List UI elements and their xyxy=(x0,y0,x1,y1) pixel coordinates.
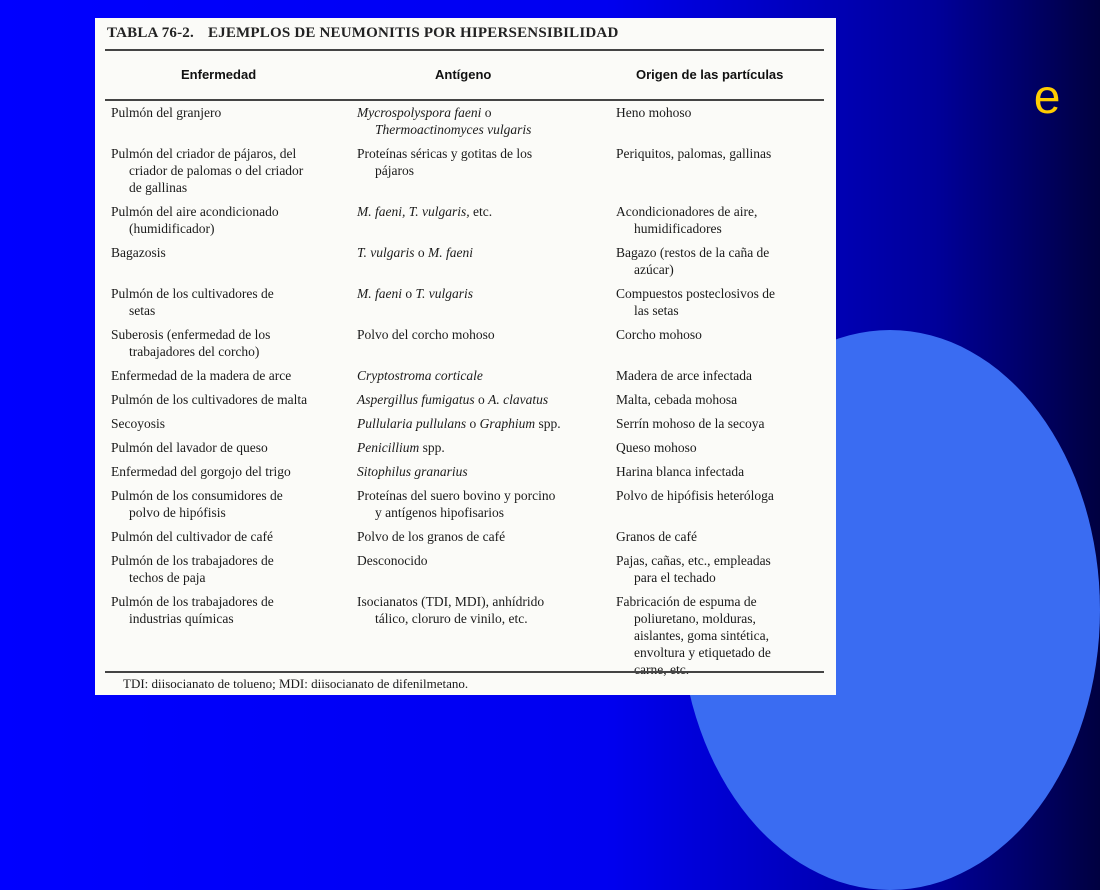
cell-line: las setas xyxy=(634,303,679,318)
cell-line: Pulmón del criador de pájaros, del xyxy=(111,146,297,161)
antigen-cell xyxy=(357,439,613,456)
table-row xyxy=(111,367,821,391)
cell-line: Harina blanca infectada xyxy=(616,464,745,479)
source-cell xyxy=(616,487,826,504)
source-cell xyxy=(616,391,826,408)
antigen-cell xyxy=(357,104,613,138)
cell-line: aislantes, goma sintética, xyxy=(634,628,769,643)
source-cell xyxy=(616,244,826,278)
cell-line: Malta, cebada mohosa xyxy=(616,392,738,407)
table-row xyxy=(111,145,821,203)
source-cell xyxy=(616,145,826,162)
cell-line: Serrín mohoso de la secoya xyxy=(616,416,765,431)
table-row xyxy=(111,244,821,285)
cell-line: Suberosis (enfermedad de los xyxy=(111,327,271,342)
cell-line: Heno mohoso xyxy=(616,105,692,120)
cell-line: Pulmón del lavador de queso xyxy=(111,440,268,455)
cell-line: Periquitos, palomas, gallinas xyxy=(616,146,772,161)
disease-cell xyxy=(111,528,351,545)
source-cell xyxy=(616,203,826,237)
disease-cell xyxy=(111,244,351,261)
cell-line: Pulmón del aire acondicionado xyxy=(111,204,279,219)
antigen-cell xyxy=(357,415,613,432)
cell-line: Granos de café xyxy=(616,529,697,544)
antigen-cell xyxy=(357,244,613,261)
cell-line: Aspergillus fumigatus o A. clavatus xyxy=(357,392,549,407)
table-row xyxy=(111,104,821,145)
table-row xyxy=(111,415,821,439)
table-footnote: TDI: diisocianato de tolueno; MDI: diisocianato de difenilmetano. xyxy=(123,676,469,691)
cell-line: Pulmón de los cultivadores de malta xyxy=(111,392,308,407)
cell-line: Acondicionadores de aire, xyxy=(616,204,758,219)
cell-line: Polvo de los granos de café xyxy=(357,529,506,544)
table-row xyxy=(111,326,821,367)
cell-line: Sitophilus granarius xyxy=(357,464,468,479)
cell-line: poliuretano, molduras, xyxy=(634,611,756,626)
antigen-cell xyxy=(357,391,613,408)
table-row xyxy=(111,391,821,415)
source-cell xyxy=(616,593,826,678)
table-body xyxy=(111,104,821,685)
antigen-cell xyxy=(357,326,613,343)
disease-cell xyxy=(111,145,351,196)
antigen-cell xyxy=(357,552,613,569)
cell-line: azúcar) xyxy=(634,262,674,277)
cell-line: Bagazosis xyxy=(111,245,166,260)
cell-line: Cryptostroma corticale xyxy=(357,368,483,383)
disease-cell xyxy=(111,326,351,360)
cell-line: Desconocido xyxy=(357,553,428,568)
cell-line: pájaros xyxy=(375,163,414,178)
cell-line: Pajas, cañas, etc., empleadas xyxy=(616,553,771,568)
cell-line: industrias químicas xyxy=(129,611,234,626)
header-disease: Enfermedad xyxy=(181,67,257,82)
disease-cell xyxy=(111,552,351,586)
cell-line: Polvo del corcho mohoso xyxy=(357,327,495,342)
antigen-cell xyxy=(357,203,613,220)
disease-cell xyxy=(111,391,351,408)
antigen-cell xyxy=(357,463,613,480)
antigen-cell xyxy=(357,145,613,179)
table-row xyxy=(111,552,821,593)
cell-line: polvo de hipófisis xyxy=(129,505,226,520)
cell-line: Pulmón de los consumidores de xyxy=(111,488,283,503)
table-row xyxy=(111,203,821,244)
cell-line: Mycrospolyspora faeni o xyxy=(357,105,492,120)
source-cell xyxy=(616,463,826,480)
cell-line: Queso mohoso xyxy=(616,440,697,455)
table-row xyxy=(111,528,821,552)
cell-line: Pulmón de los cultivadores de xyxy=(111,286,274,301)
table-image xyxy=(95,18,836,695)
table-row xyxy=(111,439,821,463)
cell-line: M. faeni o T. vulgaris xyxy=(357,286,474,301)
cell-line: Bagazo (restos de la caña de xyxy=(616,245,770,260)
cell-line: Pulmón del cultivador de café xyxy=(111,529,273,544)
disease-cell xyxy=(111,593,351,627)
cell-line: para el techado xyxy=(634,570,716,585)
source-cell xyxy=(616,104,826,121)
disease-cell xyxy=(111,439,351,456)
source-cell xyxy=(616,439,826,456)
disease-cell xyxy=(111,415,351,432)
cell-line: Polvo de hipófisis heteróloga xyxy=(616,488,774,503)
table-bottom-rule xyxy=(105,671,824,673)
cell-line: Enfermedad del gorgojo del trigo xyxy=(111,464,291,479)
cell-line: Corcho mohoso xyxy=(616,327,702,342)
antigen-cell xyxy=(357,367,613,384)
cell-line: Penicillium spp. xyxy=(357,440,445,455)
cell-line: Madera de arce infectada xyxy=(616,368,753,383)
antigen-cell xyxy=(357,487,613,521)
cell-line: criador de palomas o del criador xyxy=(129,163,304,178)
cell-line: (humidificador) xyxy=(129,221,215,236)
cell-line: Compuestos posteclosivos de xyxy=(616,286,775,301)
cell-line: envoltura y etiquetado de xyxy=(634,645,771,660)
cell-line: Pullularia pullulans o Graphium spp. xyxy=(357,416,561,431)
cell-line: Enfermedad de la madera de arce xyxy=(111,368,292,383)
disease-cell xyxy=(111,463,351,480)
cell-line: carne, etc. xyxy=(634,662,690,677)
header-source: Origen de las partículas xyxy=(636,67,784,82)
cell-line: T. vulgaris o M. faeni xyxy=(357,245,474,260)
cell-line: Proteínas del suero bovino y porcino xyxy=(357,488,556,503)
source-cell xyxy=(616,415,826,432)
cell-line: tálico, cloruro de vinilo, etc. xyxy=(375,611,528,626)
table-row xyxy=(111,463,821,487)
cell-line: Proteínas séricas y gotitas de los xyxy=(357,146,533,161)
disease-cell xyxy=(111,367,351,384)
cell-line: Thermoactinomyces vulgaris xyxy=(375,122,532,137)
disease-cell xyxy=(111,203,351,237)
cell-line: techos de paja xyxy=(129,570,206,585)
table-header xyxy=(105,49,824,101)
cell-line: Fabricación de espuma de xyxy=(616,594,757,609)
disease-cell xyxy=(111,104,351,121)
table-row xyxy=(111,487,821,528)
source-cell xyxy=(616,326,826,343)
disease-cell xyxy=(111,487,351,521)
source-cell xyxy=(616,528,826,545)
antigen-cell xyxy=(357,528,613,545)
table-title-text: EJEMPLOS DE NEUMONITIS POR HIPERSENSIBILIDAD xyxy=(207,25,619,41)
cell-line: M. faeni, T. vulgaris, etc. xyxy=(357,204,493,219)
cell-line: setas xyxy=(129,303,156,318)
table-row xyxy=(111,285,821,326)
cell-line: Pulmón de los trabajadores de xyxy=(111,594,274,609)
cell-line: trabajadores del corcho) xyxy=(129,344,260,359)
cell-line: humidificadores xyxy=(634,221,722,236)
cell-line: Isocianatos (TDI, MDI), anhídrido xyxy=(357,594,545,609)
antigen-cell xyxy=(357,285,613,302)
source-cell xyxy=(616,552,826,586)
cell-line: y antígenos hipofisarios xyxy=(375,505,504,520)
antigen-cell xyxy=(357,593,613,627)
table-title xyxy=(107,25,618,42)
slide-title-visible: e xyxy=(1033,71,1061,124)
disease-cell xyxy=(111,285,351,319)
cell-line: Pulmón del granjero xyxy=(111,105,222,120)
source-cell xyxy=(616,367,826,384)
table-number: TABLA 76-2. xyxy=(107,25,194,41)
source-cell xyxy=(616,285,826,319)
cell-line: Secoyosis xyxy=(111,416,165,431)
cell-line: Pulmón de los trabajadores de xyxy=(111,553,274,568)
cell-line: de gallinas xyxy=(129,180,188,195)
header-antigen: Antígeno xyxy=(435,67,492,82)
